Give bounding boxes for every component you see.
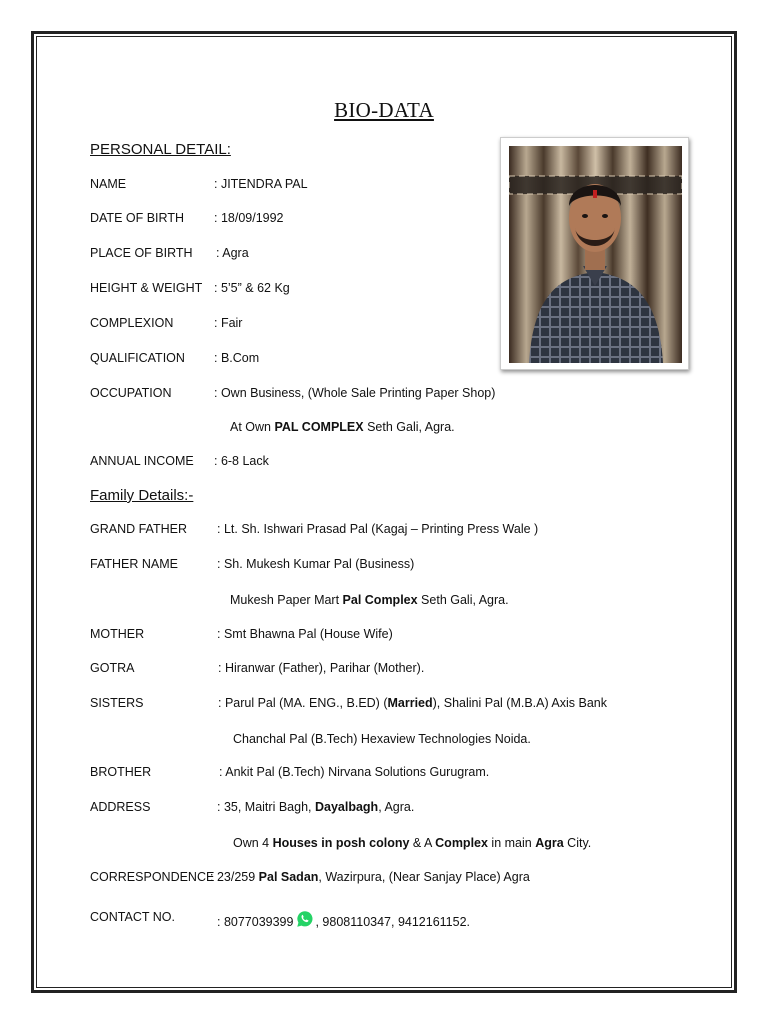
value-correspondence: : 23/259 Pal Sadan, Wazirpura, (Near Sanjay Place) Agra: [210, 870, 530, 884]
father-continuation: Mukesh Paper Mart Pal Complex Seth Gali, Agra.: [230, 593, 509, 607]
value-sisters: : Parul Pal (MA. ENG., B.ED) (Married), Shalini Pal (M.B.A) Axis Bank: [218, 696, 608, 710]
label-pob: PLACE OF BIRTH: [90, 246, 193, 260]
value-gotra: : Hiranwar (Father), Parihar (Mother).: [218, 661, 425, 675]
value-occupation: : Own Business, (Whole Sale Printing Paper Shop): [214, 386, 496, 400]
profile-photo: [500, 137, 689, 370]
value-name: : JITENDRA PAL: [214, 177, 308, 191]
label-address: ADDRESS: [90, 800, 151, 814]
address-continuation: Own 4 Houses in posh colony & A Complex in main Agra City.: [233, 836, 592, 850]
label-gotra: GOTRA: [90, 661, 135, 675]
value-father: : Sh. Mukesh Kumar Pal (Business): [217, 557, 415, 571]
value-contact: : 8077039399 , 9808110347, 9412161152.: [217, 910, 470, 931]
label-occupation: OCCUPATION: [90, 386, 172, 400]
label-contact: CONTACT NO.: [90, 910, 175, 924]
value-height-weight: : 5’5” & 62 Kg: [214, 281, 290, 295]
whatsapp-icon: [296, 910, 314, 931]
label-brother: BROTHER: [90, 765, 152, 779]
value-mother: : Smt Bhawna Pal (House Wife): [217, 627, 393, 641]
label-income: ANNUAL INCOME: [90, 454, 194, 468]
label-complexion: COMPLEXION: [90, 316, 174, 330]
value-complexion: : Fair: [214, 316, 243, 330]
value-address: : 35, Maitri Bagh, Dayalbagh, Agra.: [217, 800, 415, 814]
value-pob: : Agra: [216, 246, 249, 260]
label-grandfather: GRAND FATHER: [90, 522, 187, 536]
value-qualification: : B.Com: [214, 351, 260, 365]
page-title: BIO-DATA: [334, 98, 434, 122]
value-income: : 6-8 Lack: [214, 454, 269, 468]
value-dob: : 18/09/1992: [214, 211, 284, 225]
sisters-continuation: Chanchal Pal (B.Tech) Hexaview Technologies Noida.: [233, 732, 531, 746]
label-correspondence: CORRESPONDENCE: [90, 870, 215, 884]
label-sisters: SISTERS: [90, 696, 144, 710]
label-dob: DATE OF BIRTH: [90, 211, 184, 225]
label-mother: MOTHER: [90, 627, 145, 641]
value-grandfather: : Lt. Sh. Ishwari Prasad Pal (Kagaj – Printing Press Wale ): [217, 522, 539, 536]
label-height-weight: HEIGHT & WEIGHT: [90, 281, 203, 295]
value-brother: : Ankit Pal (B.Tech) Nirvana Solutions Gurugram.: [219, 765, 490, 779]
profile-photo-image: [509, 146, 682, 363]
label-qualification: QUALIFICATION: [90, 351, 185, 365]
personal-heading: PERSONAL DETAIL:: [90, 141, 231, 158]
label-father: FATHER NAME: [90, 557, 178, 571]
family-heading: Family Details:-: [90, 487, 194, 504]
label-name: NAME: [90, 177, 127, 191]
occupation-continuation: At Own PAL COMPLEX Seth Gali, Agra.: [230, 420, 455, 434]
